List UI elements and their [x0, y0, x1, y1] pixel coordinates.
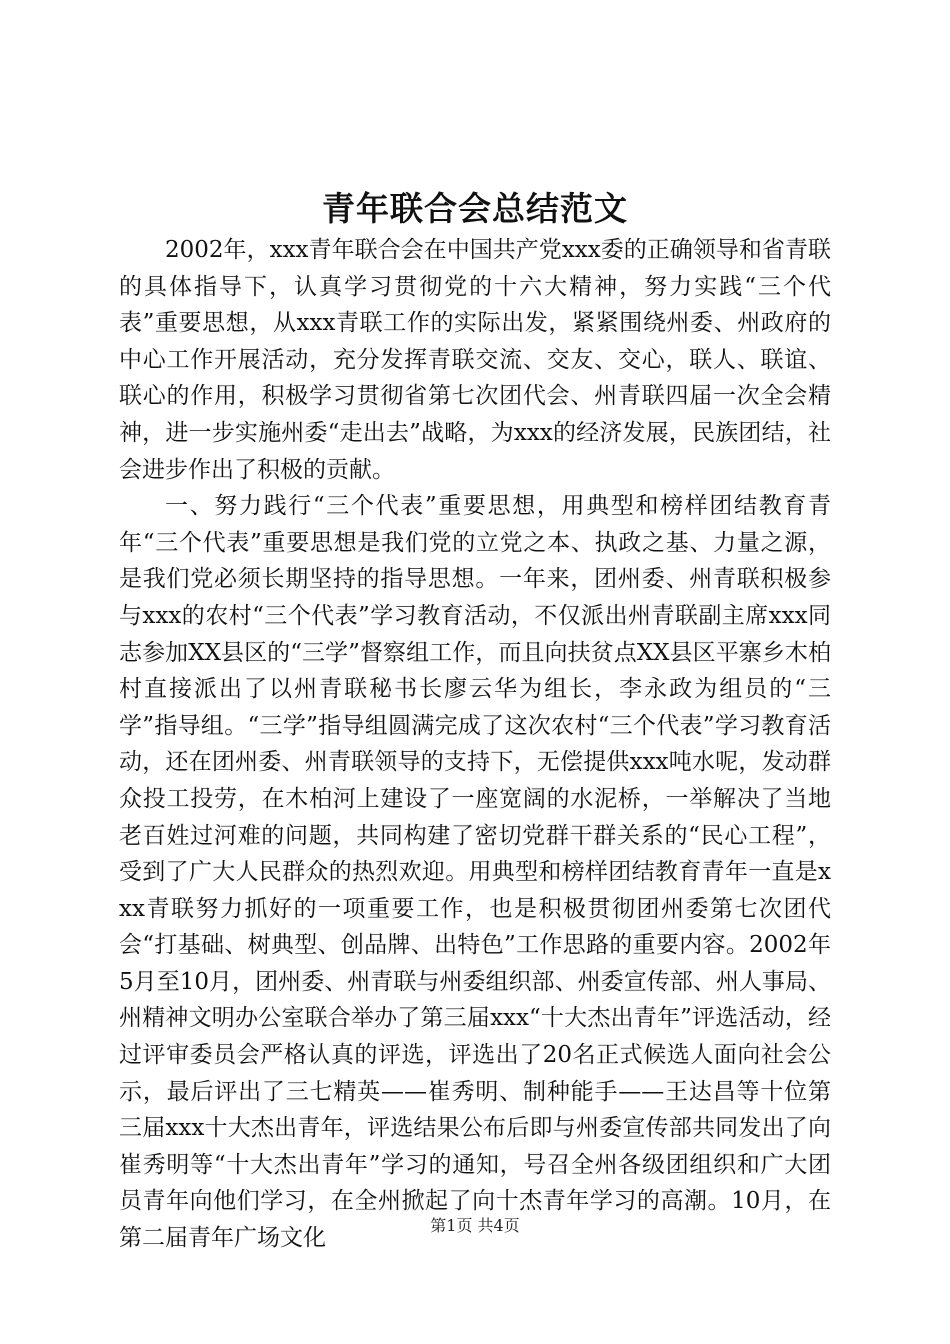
paragraph-section-one: 一、努力践行“三个代表”重要思想，用典型和榜样团结教育青年“三个代表”重要思想是我们党的立党之本、执政之基、力量之源，是我们党必须长期坚持的指导思想。一年来，团州委、州青联积极参与xxx的农村“三个代表”学习教育活动，不仅派出州青联副主席xxx同志参加XX县区的“三学”督察组工作，而且向扶贫点XX县区平寨乡木柏村直接派出了以州青联秘书长廖云华为组长，李永政为组员的“三学”指导组。“三学”指导组圆满完成了这次农村“三个代表”学习教育活动，还在团州委、州青联领导的支持下，无偿提供xxx吨水呢，发动群众投工投劳，在木柏河上建设了一座宽阔的水泥桥，一举解决了当地老百姓过河难的问题，共同构建了密切党群干群关系的“民心工程”，受到了广大人民群众的热烈欢迎。用典型和榜样团结教育青年一直是xxx青联努力抓好的一项重要工作，也是积极贯彻团州委第七次团代会“打基础、树典型、创品牌、出特色”工作思路的重要内容。2002年5月至10月，团州委、州青联与州委组织部、州委宣传部、州人事局、州精神文明办公室联合举办了第三届xxx“十大杰出青年”评选活动，经过评审委员会严格认真的评选，评选出了20名正式候选人面向社会公示，最后评出了三七精英——崔秀明、制种能手——王达昌等十位第三届xxx十大杰出青年，评选结果公布后即与州委宣传部共同发出了向崔秀明等“十大杰出青年”学习的通知，号召全州各级团组织和广大团员青年向他们学习，在全州掀起了向十杰青年学习的高潮。10月，在第二届青年广场文化 — [119, 493, 831, 1252]
document-body — [119, 232, 831, 1257]
document-title: 青年联合会总结范文 — [322, 189, 628, 228]
paragraph-intro: 2002年，xxx青年联合会在中国共产党xxx委的正确领导和省青联的具体指导下，认真学习贯彻党的十六大精神，努力实践“三个代表”重要思想，从xxx青联工作的实际出发，紧紧围绕州委、州政府的中心工作开展活动，充分发挥青联交流、交友、交心，联人、联谊、联心的作用，积极学习贯彻省第七次团代会、州青联四届一次全会精神，进一步实施州委“走出去”战略，为xxx的经济发展，民族团结，社会进步作出了积极的贡献。 — [119, 237, 831, 483]
page-number-footer: 第1页 共4页 — [430, 1216, 520, 1235]
